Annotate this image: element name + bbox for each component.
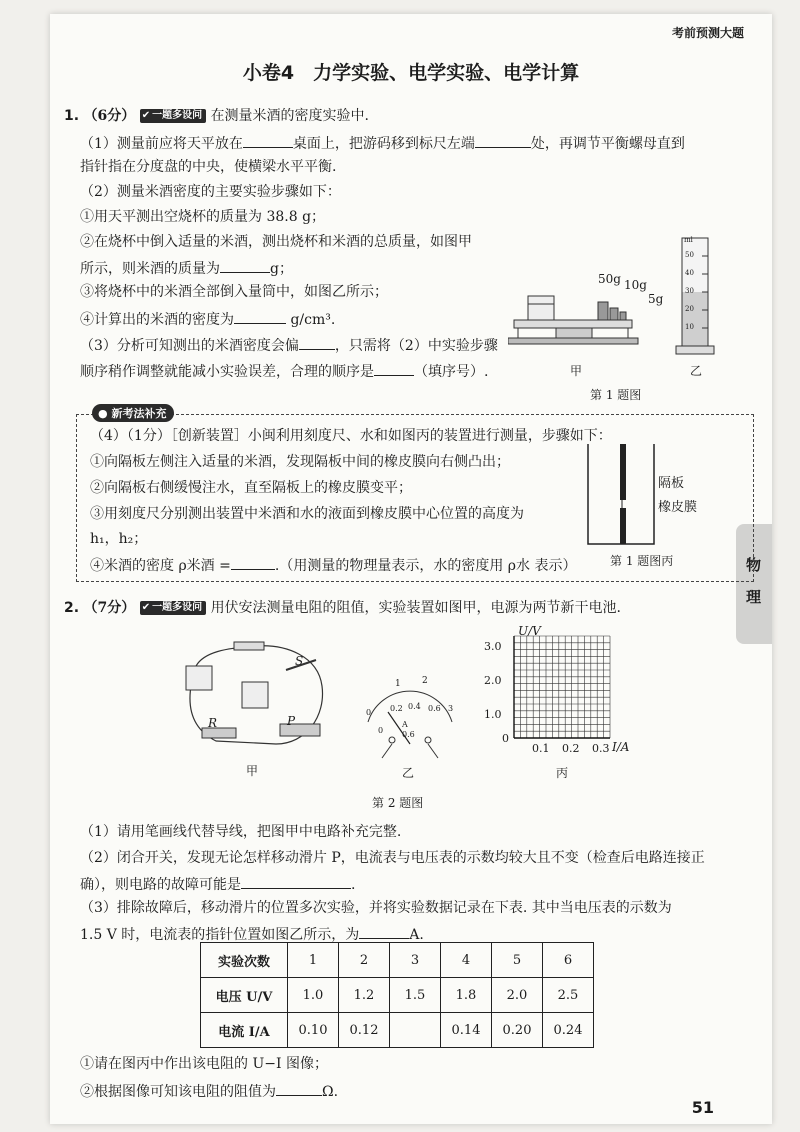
table-cell: 电流 I/A: [201, 1013, 288, 1048]
table-header-cell: 5: [492, 943, 543, 978]
q1-step2-line1: ②在烧杯中倒入适量的米酒，测出烧杯和米酒的总质量，如图甲: [80, 234, 472, 250]
cylinder-tick-40: 40: [685, 269, 694, 277]
ammeter-top-2: 2: [422, 676, 428, 686]
check-icon: ✔: [141, 602, 151, 613]
fig2-label-yi: 乙: [402, 766, 415, 780]
blank-5[interactable]: [299, 334, 335, 350]
fig1-caption: 第 1 题图: [590, 388, 642, 402]
q1-part2-title: （2）测量米酒密度的主要实验步骤如下：: [80, 184, 341, 200]
table-row-current: [201, 1013, 594, 1048]
q1-heading: [64, 106, 369, 126]
check-icon: ✔: [141, 110, 151, 121]
circuit-label-s: S: [295, 654, 304, 668]
q2-part3-line1: （3）排除故障后，移动滑片的位置多次实验，并将实验数据记录在下表. 其中当电压表的示数为: [80, 900, 672, 916]
table-cell: 1.0: [288, 978, 339, 1013]
graph-ytick-2.0: 2.0: [484, 674, 502, 687]
q1-step2-line2: [80, 257, 293, 279]
cylinder-tick-20: 20: [685, 305, 694, 313]
q1-p1-text-c: 处，再调节平衡螺母直到: [530, 136, 685, 152]
q1-intro: 在测量米酒的密度实验中.: [210, 108, 370, 124]
fig1c-caption: 第 1 题图丙: [610, 554, 674, 568]
ammeter-unit: A: [402, 720, 408, 729]
q2-part2-line2: [80, 873, 355, 895]
q1-s4-text-a: ④计算出的米酒的密度为: [80, 312, 234, 328]
worksheet-page: [50, 14, 772, 1124]
q1-score: （6分）: [83, 108, 136, 124]
table-cell: 1.2: [339, 978, 390, 1013]
cylinder-tick-10: 10: [685, 323, 694, 331]
circuit-label-p: P: [287, 714, 296, 728]
page-number: 51: [691, 1098, 714, 1117]
side-tab-char-2: 理: [746, 588, 762, 606]
table-cell: 0.24: [543, 1013, 594, 1048]
ammeter-terminal-0.6: 0.6: [402, 730, 415, 739]
table-cell: 电压 U/V: [201, 978, 288, 1013]
experiment-data-table: [200, 942, 594, 1048]
cylinder-tick-30: 30: [685, 287, 694, 295]
table-header-cell: 2: [339, 943, 390, 978]
circuit-label-r: R: [208, 716, 218, 730]
ammeter-end-0-left: 0: [366, 708, 372, 717]
q1-p3-text-a: （3）分析可知测出的米酒密度会偏: [80, 338, 299, 354]
ammeter-bottom-0.4: 0.4: [408, 702, 421, 711]
q2-heading: [64, 598, 621, 618]
multi-question-tag-2: [140, 601, 206, 615]
graph-xlabel: I/A: [612, 740, 630, 754]
q2-part1: （1）请用笔画线代替导线，把图甲中电路补充完整.: [80, 824, 402, 840]
label-rubber-membrane: 橡皮膜: [658, 500, 698, 515]
circuit-figure: [176, 636, 336, 756]
blank-6[interactable]: [374, 360, 414, 376]
ui-graph-grid: [512, 634, 612, 744]
fig2-label-bing: 丙: [556, 766, 569, 780]
divider-container-figure: [586, 442, 656, 546]
q2-intro: 用伏安法测量电阻的阻值，实验装置如图甲，电源为两节新干电池.: [210, 600, 622, 616]
table-cell: 0.20: [492, 1013, 543, 1048]
table-header-cell: 1: [288, 943, 339, 978]
blank-8[interactable]: [241, 873, 351, 889]
blank-9[interactable]: [359, 923, 409, 939]
fig2-caption: 第 2 题图: [372, 796, 424, 810]
header-top-right: 考前预测大题: [671, 26, 744, 40]
q1-part4-step2: ②向隔板右侧缓慢注水，直至隔板上的橡皮膜变平；: [90, 480, 412, 496]
lightbulb-icon: ●: [98, 407, 108, 420]
side-tab-char-1: 物: [746, 556, 762, 574]
q1-p3-text-c: 顺序稍作调整就能减小实验误差，合理的顺序是: [80, 364, 374, 380]
graph-origin: 0: [502, 732, 509, 745]
blank-7[interactable]: [231, 554, 275, 570]
graph-ytick-1.0: 1.0: [484, 708, 502, 721]
q1-part4-step1: ①向隔板左侧注入适量的米酒，发现隔板中间的橡皮膜向右侧凸出；: [90, 454, 510, 470]
q1-step3: ③将烧杯中的米酒全部倒入量筒中，如图乙所示；: [80, 284, 388, 300]
q1-part4-step3: ③用刻度尺分别测出装置中米酒和水的液面到橡皮膜中心位置的高度为: [90, 506, 524, 522]
blank-3[interactable]: [220, 257, 270, 273]
graph-xtick-0.1: 0.1: [532, 742, 550, 755]
q1-step1: ①用天平测出空烧杯的质量为 38.8 g；: [80, 209, 326, 225]
q1-part3-line2: [80, 360, 488, 382]
table-header-cell: 实验次数: [201, 943, 288, 978]
q1-p4-formula-note: .（用测量的物理量表示，水的密度用 ρ水 表示）: [274, 558, 577, 574]
q1-s4-text-b: g/cm³.: [290, 312, 336, 328]
graph-ylabel: U/V: [518, 624, 541, 638]
ammeter-bottom-0.2: 0.2: [390, 704, 403, 713]
q1-p3-text-b: ，只需将（2）中实验步骤: [334, 338, 498, 354]
table-header-row: [201, 943, 594, 978]
graph-xtick-0.2: 0.2: [562, 742, 580, 755]
new-method-tag-label: 新考法补充: [111, 407, 167, 420]
q1-number: 1.: [64, 108, 80, 124]
q2-part2-line1: （2）闭合开关，发现无论怎样移动滑片 P，电流表与电压表的示数均较大且不变（检查后电路连接正: [80, 850, 705, 866]
q1-part1-line1: [80, 132, 685, 154]
q2-p3-text-b: 1.5 V 时，电流表的指针位置如图乙所示，为: [80, 927, 360, 943]
table-cell-blank[interactable]: [390, 1013, 441, 1048]
cylinder-unit: ml: [684, 236, 693, 244]
graph-xtick-0.3: 0.3: [592, 742, 610, 755]
ammeter-figure: [362, 682, 458, 762]
ammeter-end-3: 3: [448, 704, 454, 713]
graph-ytick-3.0: 3.0: [484, 640, 502, 653]
ammeter-top-1: 1: [395, 679, 401, 689]
tag-label: 一题多设问: [152, 110, 203, 121]
q1-p1-text-b: 桌面上，把游码移到标尺左端: [292, 136, 475, 152]
multi-question-tag: [140, 109, 206, 123]
blank-1[interactable]: [243, 132, 293, 148]
table-cell: 0.10: [288, 1013, 339, 1048]
table-cell: 0.12: [339, 1013, 390, 1048]
new-method-tag: [92, 404, 174, 422]
table-cell: 1.5: [390, 978, 441, 1013]
q2-number: 2.: [64, 600, 80, 616]
weight-10g: 10g: [624, 278, 647, 292]
weight-5g: 5g: [648, 292, 664, 306]
q2-subq1: ①请在图丙中作出该电阻的 U−I 图像；: [80, 1056, 328, 1072]
table-row-voltage: [201, 978, 594, 1013]
fig2-label-jia: 甲: [246, 764, 259, 778]
blank-10[interactable]: [276, 1080, 322, 1096]
q2-score: （7分）: [83, 600, 136, 616]
table-cell: 2.0: [492, 978, 543, 1013]
q1-p1-text-a: （1）测量前应将天平放在: [80, 136, 243, 152]
table-header-cell: 6: [543, 943, 594, 978]
q1-part4-intro: （4）（1分）［创新装置］小闽利用刻度尺、水和如图丙的装置进行测量，步骤如下：: [90, 428, 612, 444]
tag-label-2: 一题多设问: [152, 602, 203, 613]
table-header-cell: 3: [390, 943, 441, 978]
q1-p3-text-d: （填序号）.: [414, 364, 489, 380]
q1-s2-text-b: 所示，则米酒的质量为: [80, 261, 220, 277]
table-header-cell: 4: [441, 943, 492, 978]
q1-part1-line2: 指针指在分度盘的中央，使横梁水平平衡.: [80, 159, 337, 175]
q2-p2-text-c: .: [351, 877, 356, 893]
q1-s2-text-c: g；: [270, 261, 293, 277]
ammeter-bottom-0.6: 0.6: [428, 704, 441, 713]
label-divider: 隔板: [658, 476, 685, 491]
q1-step4: [80, 308, 335, 330]
fig1-label-yi: 乙: [690, 364, 703, 378]
q1-p4-formula-label: ④米酒的密度 ρ米酒 =: [90, 558, 231, 574]
q2-p3-text-c: A.: [409, 927, 424, 943]
q1-part3-line1: [80, 334, 498, 356]
q2-subq2-text-a: ②根据图像可知该电阻的阻值为: [80, 1084, 276, 1100]
weight-50g: 50g: [598, 272, 621, 286]
q1-part4-heights: h₁，h₂；: [90, 531, 148, 547]
table-cell: 0.14: [441, 1013, 492, 1048]
q2-p2-text-b: 确），则电路的故障可能是: [80, 877, 241, 893]
blank-4[interactable]: [234, 308, 286, 324]
graduated-cylinder-figure: [672, 234, 722, 359]
blank-2[interactable]: [475, 132, 531, 148]
fig1-label-jia: 甲: [570, 364, 583, 378]
table-cell: 1.8: [441, 978, 492, 1013]
table-cell: 2.5: [543, 978, 594, 1013]
q1-part4-step4: [90, 554, 576, 576]
page-title: 小卷4 力学实验、电学实验、电学计算: [242, 62, 580, 84]
q2-subq2: [80, 1080, 338, 1102]
cylinder-tick-50: 50: [685, 251, 694, 259]
q2-subq2-text-b: Ω.: [322, 1084, 339, 1100]
ammeter-terminal-0: 0: [378, 726, 384, 735]
